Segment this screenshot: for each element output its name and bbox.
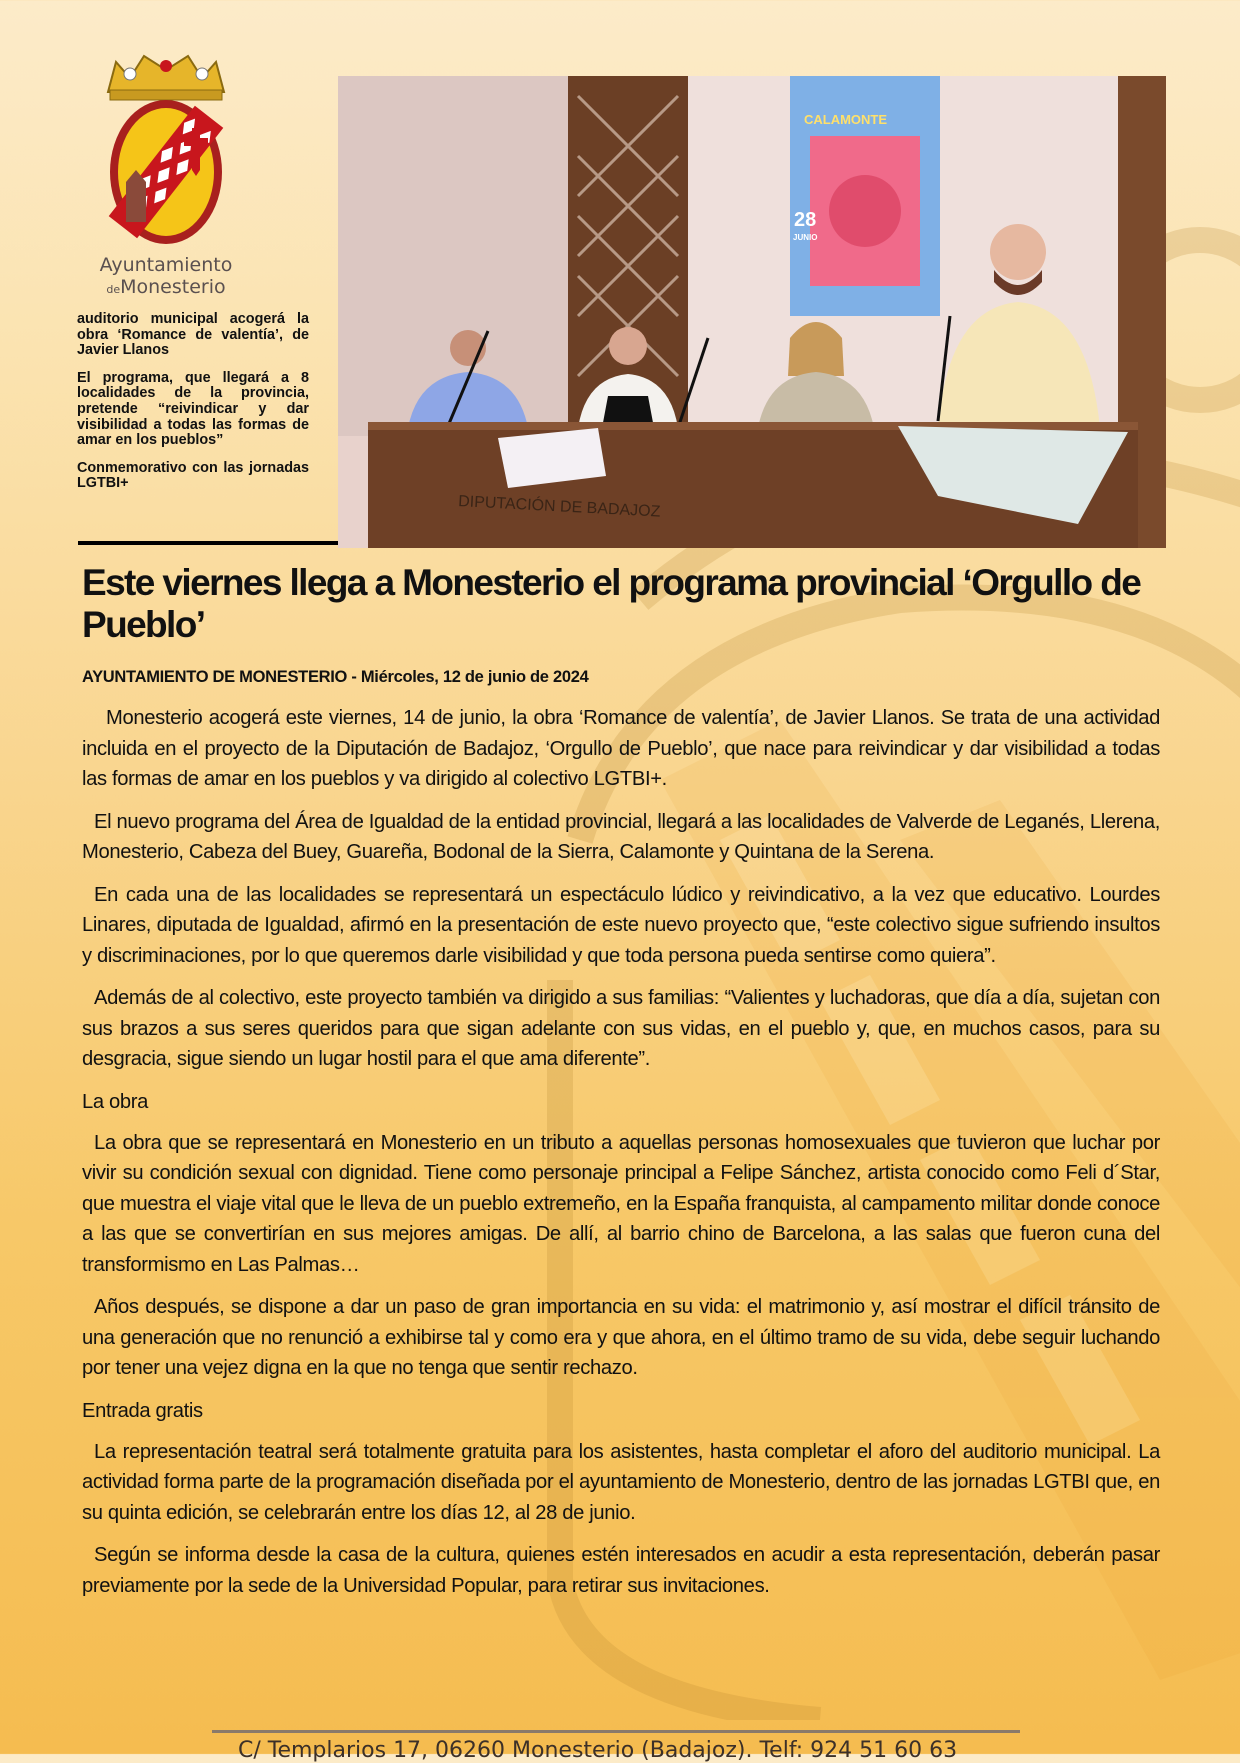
article-byline: AYUNTAMIENTO DE MONESTERIO - Miércoles, 12 de junio de 2024 <box>82 668 589 686</box>
sidebar-divider <box>78 541 338 545</box>
article-paragraph: La representación teatral será totalmente gratuita para los asistentes, hasta completar el aforo del auditorio municipal. La actividad forma parte de la programación diseñada por el ayuntamiento de Monesterio, dentro de las jornadas LGTBI que, en su quinta edición, se celebrarán entre los días 12, al 28 de junio. <box>82 1440 1160 1524</box>
article-body <box>82 703 1160 1613</box>
press-conference-photo <box>338 76 1166 548</box>
article-paragraph: Según se informa desde la casa de la cultura, quienes estén interesados en acudir a esta representación, deberán pasar previamente por la sede de la Universidad Popular, para retirar sus invitaciones. <box>82 1544 1160 1597</box>
desk-label: DIPUTACIÓN DE BADAJOZ <box>457 493 661 521</box>
coat-of-arms-icon <box>96 52 236 250</box>
logo-name <box>86 254 246 301</box>
article-paragraph: El nuevo programa del Área de Igualdad de la entidad provincial, llegará a las localidades de Valverde de Leganés, Llerena, Monesterio, Cabeza del Buey, Guareña, Bodonal de la Sierra, Calamonte y Quintana de la Serena. <box>82 810 1160 863</box>
section-heading-la-obra: La obra <box>82 1090 149 1113</box>
logo-name-line1: Ayuntamiento <box>99 254 233 276</box>
article-headline: Este viernes llega a Monesterio el programa provincial ‘Orgullo de Pueblo’ <box>82 562 1141 645</box>
logo-name-line2: Monesterio <box>120 276 226 298</box>
logo-name-line2-wrap <box>86 276 246 301</box>
highlight-item: El programa, que llegará a 8 localidades de la provincia, pretende “reivindicar y dar visibilidad a todas las formas de amar en los pueblos” <box>77 369 309 449</box>
footer-address: C/ Templarios 17, 06260 Monesterio (Badajoz). Telf: 924 51 60 63 <box>238 1738 958 1763</box>
highlight-item: auditorio municipal acogerá la obra ‘Romance de valentía’, de Javier Llanos <box>77 311 309 359</box>
article-paragraph: La obra que se representará en Monesterio en un tributo a aquellas personas homosexuales que tuvieron que luchar por vivir su condición sexual con dignidad. Tiene como personaje principal a Felipe Sánchez, artista conocido como Feli d´Star, que muestra el viaje vital que le lleva de un pueblo extremeño, en la España franquista, al campamento militar donde conoce a las que se convertirían en sus mejores amigas. De allí, al barrio chino de Barcelona, a las salas que fueron cuna del transformismo en Las Palmas… <box>82 1131 1160 1276</box>
article-paragraph: Monesterio acogerá este viernes, 14 de junio, la obra ‘Romance de valentía’, de Javier Llanos. Se trata de una actividad incluida en el proyecto de la Diputación de Badajoz, ‘Orgullo de Pueblo’, que nace para reivindicar y dar visibilidad a todas las formas de amar en los pueblos y va dirigido al colectivo LGTBI+. <box>82 707 1160 790</box>
poster-day: 28 <box>794 209 817 231</box>
article-paragraph: Además de al colectivo, este proyecto también va dirigido a sus familias: “Valientes y luchadoras, que día a día, sujetan con sus brazos a sus seres queridos para que sigan adelante con sus vidas, en el pueblo y, que, en muchos casos, para su desgracia, sigue siendo un lugar hostil para el que ama diferente”. <box>82 987 1160 1070</box>
ayuntamiento-logo <box>86 52 246 302</box>
poster-month: JUNIO <box>793 233 818 242</box>
sidebar-highlights <box>77 312 309 504</box>
highlight-item: Conmemorativo con las jornadas LGTBI+ <box>77 459 309 492</box>
article-paragraph: En cada una de las localidades se representará un espectáculo lúdico y reivindicativo, a la vez que educativo. Lourdes Linares, diputada de Igualdad, afirmó en la presentación de este nuevo proyecto que, “este colectivo sigue sufriendo insultos y discriminaciones, por lo que queremos darle visibilidad y que toda persona pueda sentirse como quiera”. <box>82 883 1160 967</box>
poster-place: CALAMONTE <box>804 112 888 127</box>
logo-name-prefix: de <box>106 283 121 296</box>
footer-divider <box>212 1730 1020 1733</box>
section-heading-entrada-gratis: Entrada gratis <box>82 1399 203 1422</box>
article-paragraph: Años después, se dispone a dar un paso de gran importancia en su vida: el matrimonio y, así mostrar el difícil tránsito de una generación que no renunció a exhibirse tal y como era y que ahora, en el último tramo de su vida, debe seguir luchando por tener una vejez digna en la que no tenga que sentir rechazo. <box>82 1296 1160 1379</box>
